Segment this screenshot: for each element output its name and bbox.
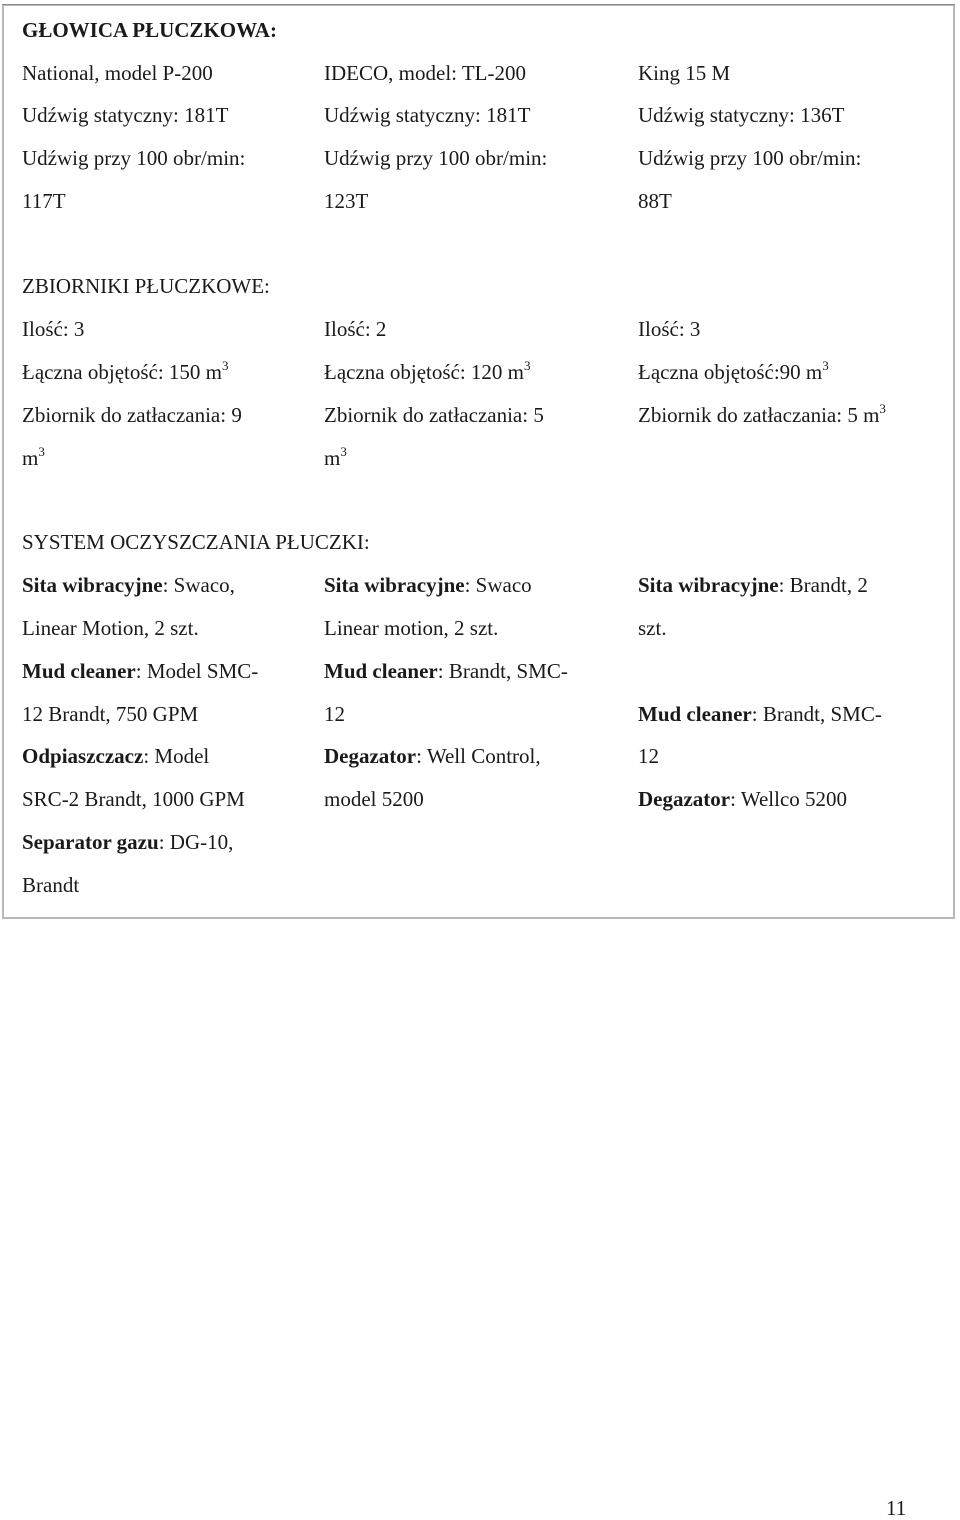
glowica-col3-static-load: Udźwig statyczny: 136T [638,103,845,127]
glowica-col2-load-100-value: 123T [324,189,369,213]
system-col2-sita-line2: Linear motion, 2 szt. [324,616,499,640]
zbiorniki-col1-injection-unit: m [22,446,39,470]
zbiorniki-heading: ZBIORNIKI PŁUCZKOWE: [22,274,270,298]
zbiorniki-col2-injection-line2 [324,446,347,470]
zbiorniki-col1-count: Ilość: 3 [22,317,85,341]
label-sita: Sita wibracyjne [638,573,779,597]
zbiorniki-col2-injection-line1: Zbiornik do zatłaczania: 5 [324,403,544,427]
table-frame [2,4,955,919]
system-col3-deg-line1 [638,787,847,811]
glowica-col3-model: King 15 M [638,61,731,85]
system-heading: SYSTEM OCZYSZCZANIA PŁUCZKI: [22,530,370,554]
label-sita: Sita wibracyjne [22,573,163,597]
system-col1-sep-value: : DG-10, [158,830,234,854]
glowica-col1-load-100-value: 117T [22,189,66,213]
system-col3-mud-line2: 12 [638,744,659,768]
zbiorniki-col3-injection-text: Zbiornik do zatłaczania: 5 m [638,403,880,427]
system-col1-odp-value: : Model [143,744,210,768]
system-col3-sita-line2: szt. [638,616,667,640]
zbiorniki-col3-count: Ilość: 3 [638,317,701,341]
zbiorniki-col3-injection-line1 [638,403,886,427]
system-col3-mud-value: : Brandt, SMC- [751,702,882,726]
system-col1-sita-line2: Linear Motion, 2 szt. [22,616,199,640]
system-col1-odp-line2: SRC-2 Brandt, 1000 GPM [22,787,245,811]
system-col2-mud-line2: 12 [324,702,345,726]
glowica-col1-load-100-label: Udźwig przy 100 obr/min: [22,146,246,170]
zbiorniki-col1-volume [22,360,229,384]
label-degazator: Degazator [638,787,731,811]
glowica-col1-static-load: Udźwig statyczny: 181T [22,103,229,127]
cubic-exponent: 3 [822,358,829,373]
system-col3-sita-line1 [638,573,868,597]
zbiorniki-col1-volume-text: Łączna objętość: 150 m [22,360,223,384]
system-col1-mud-value: : Model SMC- [135,659,259,683]
label-odpiaszczacz: Odpiaszczacz [22,744,144,768]
system-col1-sita-value: : Swaco, [162,573,235,597]
cubic-exponent: 3 [38,444,45,459]
zbiorniki-col1-injection-line2 [22,446,45,470]
label-mud-cleaner: Mud cleaner [324,659,438,683]
system-col1-mud-line1 [22,659,258,683]
glowica-col3-load-100-label: Udźwig przy 100 obr/min: [638,146,862,170]
cubic-exponent: 3 [879,401,886,416]
system-col1-mud-line2: 12 Brandt, 750 GPM [22,702,199,726]
zbiorniki-col1-injection-line1: Zbiornik do zatłaczania: 9 [22,403,242,427]
label-degazator: Degazator [324,744,417,768]
glowica-col1-model: National, model P-200 [22,61,213,85]
system-col1-sep-line1 [22,830,233,854]
label-mud-cleaner: Mud cleaner [638,702,752,726]
zbiorniki-col2-volume-text: Łączna objętość: 120 m [324,360,525,384]
glowica-col2-load-100-label: Udźwig przy 100 obr/min: [324,146,548,170]
glowica-col3-load-100-value: 88T [638,189,672,213]
glowica-col2-model: IDECO, model: TL-200 [324,61,527,85]
label-separator-gazu: Separator gazu [22,830,159,854]
system-col1-sep-line2: Brandt [22,873,80,897]
label-mud-cleaner: Mud cleaner [22,659,136,683]
system-col1-sita-line1 [22,573,235,597]
zbiorniki-col3-volume-text: Łączna objętość:90 m [638,360,823,384]
system-col2-mud-value: : Brandt, SMC- [437,659,568,683]
table-top-border [2,4,955,5]
system-col2-deg-line2: model 5200 [324,787,424,811]
label-sita: Sita wibracyjne [324,573,465,597]
zbiorniki-col2-volume [324,360,531,384]
cubic-exponent: 3 [340,444,347,459]
system-col2-sita-value: : Swaco [464,573,532,597]
system-col2-deg-line1 [324,744,541,768]
cubic-exponent: 3 [524,358,531,373]
system-col3-deg-value: : Wellco 5200 [730,787,848,811]
system-col3-sita-value: : Brandt, 2 [778,573,868,597]
system-col1-odp-line1 [22,744,209,768]
system-col2-sita-line1 [324,573,532,597]
glowica-col2-static-load: Udźwig statyczny: 181T [324,103,531,127]
glowica-heading: GŁOWICA PŁUCZKOWA: [22,18,277,42]
system-col3-mud-line1 [638,702,882,726]
page-number: 11 [886,1496,907,1520]
cubic-exponent: 3 [222,358,229,373]
system-col2-mud-line1 [324,659,568,683]
zbiorniki-col2-injection-unit: m [324,446,341,470]
system-col2-deg-value: : Well Control, [416,744,541,768]
zbiorniki-col2-count: Ilość: 2 [324,317,387,341]
zbiorniki-col3-volume [638,360,829,384]
